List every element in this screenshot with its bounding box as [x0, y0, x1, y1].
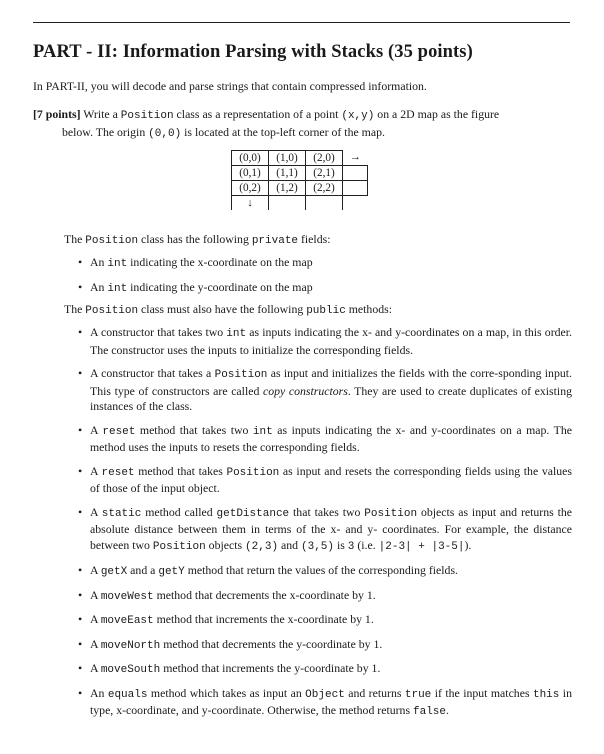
top-rule	[33, 22, 570, 23]
grid-cell	[269, 196, 306, 211]
right-arrow-icon: →	[349, 151, 361, 164]
grid-row	[232, 181, 368, 196]
grid-cell: (2,2)	[306, 181, 343, 196]
section-title: PART - II: Information Parsing with Stacks (35 points)	[33, 42, 473, 62]
grid-cell	[306, 196, 343, 211]
grid-cell	[343, 181, 368, 196]
grid-cell: (0,2)	[232, 181, 269, 196]
list-item: • A moveSouth method that increments the y-coordinate by 1.	[78, 661, 572, 679]
fields-list	[78, 255, 572, 297]
list-item: • A getX and a getY method that return the values of the corresponding fields.	[78, 563, 572, 581]
grid-cell: (2,1)	[306, 166, 343, 181]
down-arrow-icon: ↓	[232, 196, 269, 211]
grid-cell	[343, 166, 368, 181]
list-item: • A static method called getDistance that takes two Position objects as input and returns the absolute distance between them in terms of the x- and y- coordinates. For example, the distance between two Position objects (2,3) and (3,5) is 3 (i.e. |2-3| + |3-5|).	[78, 505, 572, 556]
fields-intro: The Position class has the following private fields:	[64, 232, 331, 247]
list-item: • A constructor that takes a Position as input and initializes the fields with the corre-sponding input. This type of constructors are called copy constructors. They are used to create duplicates of existing instances of the class.	[78, 366, 572, 415]
list-item: • A reset method that takes two int as inputs indicating the x- and y-coordinates on a map. The method uses the inputs to resets the corresponding fields.	[78, 423, 572, 456]
list-item: • An equals method which takes as input an Object and returns true if the input matches this in type, x-coordinate, and y-coordinate. Otherwise, the method returns false.	[78, 686, 572, 721]
methods-list	[78, 325, 572, 721]
list-item: • A reset method that takes Position as input and resets the corresponding fields using the values of those of the input object.	[78, 464, 572, 497]
grid-row	[232, 196, 368, 211]
grid-row	[232, 166, 368, 181]
grid-cell: (2,0)	[306, 151, 343, 166]
methods-intro: The Position class must also have the following public methods:	[64, 302, 392, 317]
list-item: • An int indicating the x-coordinate on the map	[78, 255, 572, 273]
intro-paragraph: In PART-II, you will decode and parse strings that contain compressed information.	[33, 79, 427, 93]
list-item: • A moveEast method that increments the x-coordinate by 1.	[78, 612, 572, 630]
code-position: Position	[120, 110, 174, 122]
grid-cell: (1,0)	[269, 151, 306, 166]
points-label: [7 points]	[33, 107, 81, 121]
list-item: • An int indicating the y-coordinate on the map	[78, 280, 572, 298]
grid-cell: (1,2)	[269, 181, 306, 196]
grid-row	[232, 151, 368, 166]
list-item: • A constructor that takes two int as inputs indicating the x- and y-coordinates on a map, in this order. The constructor uses the inputs to initialize the corresponding fields.	[78, 325, 572, 358]
grid-cell: (0,0)	[232, 151, 269, 166]
grid-cell	[343, 196, 368, 211]
list-item: • A moveWest method that decrements the x-coordinate by 1.	[78, 588, 572, 606]
list-item: • A moveNorth method that decrements the y-coordinate by 1.	[78, 637, 572, 655]
grid-cell: (0,1)	[232, 166, 269, 181]
task-paragraph: [7 points] Write a Position class as a representation of a point (x,y) on a 2D map as the figure below. The origin (0,0) is located at the top-left corner of the map.	[33, 107, 500, 140]
grid-cell: (1,1)	[269, 166, 306, 181]
coordinate-grid	[231, 150, 368, 210]
